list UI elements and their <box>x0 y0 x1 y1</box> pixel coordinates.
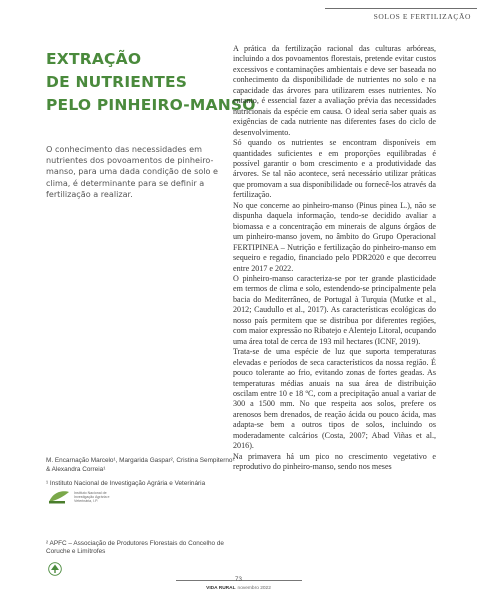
title-line-2: DE NUTRIENTES <box>46 73 188 91</box>
iniav-logo-text: Instituto Nacional de Investigação Agrária e Veterinária, I.P. <box>74 490 110 504</box>
magazine-name: VIDA RURAL <box>206 586 236 591</box>
body-paragraph-1: A prática da fertilização racional das culturas arbóreas, incluindo a dos povoamentos florestais, pretende evitar custos excessivos e contaminações ambientais e deve ser baseada no conhecimento da disponibilidade de nutrientes no solo e na capacidade das árvores para utilizarem esses nutrientes. No entanto, é essencial fazer a avaliação prévia das necessidades nutricionais da espécie em causa. O ideal seria saber quais as exigências de cada nutriente nas diferentes fases do ciclo de desenvolvimento. <box>233 44 436 137</box>
iniav-logo <box>48 490 118 504</box>
iniav-leaf-icon <box>48 490 70 504</box>
apfc-logo <box>48 562 62 576</box>
article-lead: O conhecimento das necessidades em nutrientes dos povoamentos de pinheiro-manso, para uma dada condição de solo e clima, é determinante para se definir a fertilização a realizar. <box>46 144 219 199</box>
body-paragraph-3: No que concerne ao pinheiro-manso (Pinus pinea L.), não se dispunha daquela informação, tendo-se decidido avaliar a biomassa e a concentração em minerais de alguns órgãos de um pinheiro-manso jovem, no âmbito do Grupo Operacional FERTIPINEA – Nutrição e fertilização do pinheiro-manso em sequeiro e regadio, financiado pelo PDR2020 e que decorreu entre 2017 e 2022. <box>233 200 436 273</box>
article-body <box>233 44 436 584</box>
title-line-1: EXTRAÇÃO <box>46 50 142 68</box>
title-line-3: PELO PINHEIRO-MANSO <box>46 96 256 114</box>
body-paragraph-6: Na primavera há um pico no crescimento vegetativo e reprodutivo do pinheiro-manso, sendo nos meses <box>233 451 436 472</box>
affiliation-1: ¹ Instituto Nacional de Investigação Agrária e Veterinária <box>46 480 206 487</box>
article-title <box>46 48 256 117</box>
affiliation-2: ² APFC – Associação de Produtores Florestais do Concelho de Coruche e Limítrofes <box>46 540 224 556</box>
article-authors: M. Encarnação Marcelo¹, Margarida Gaspar², Cristina Sempiterno¹ & Alexandra Correia¹ <box>46 457 235 473</box>
section-label: SOLOS E FERTILIZAÇÃO <box>325 8 477 26</box>
body-paragraph-2: Só quando os nutrientes se encontram disponíveis em quantidades suficientes e em proporções equilibradas é possível garantir o bom crescimento e a produtividade das árvores. Se tal não acontece, será necessário utilizar práticas que promovam a sua disponibilidade ou fornecê-los através da fertilização. <box>233 138 436 200</box>
footer-magazine <box>0 586 477 591</box>
body-paragraph-4: O pinheiro-manso caracteriza-se por ter grande plasticidade em termos de clima e solo, estendendo-se principalmente pela bacia do Mediterrâneo, de Portugal à Turquia (Mutke et al., 2012; Caudullo et al., 2017). As características ecológicas do nosso país permitem que se distribua por diferentes regiões, com maior expressão no Ribatejo e Alentejo Litoral, ocupando uma área total de cerca de 193 mil hectares (ICNF, 2019). <box>233 273 436 346</box>
magazine-issue: novembro 2022 <box>237 586 271 591</box>
page-number: 73 <box>235 576 242 583</box>
apfc-tree-icon <box>48 562 62 576</box>
body-paragraph-5: Trata-se de uma espécie de luz que suporta temperaturas elevadas e períodos de seca característicos da nossa região. É pouco tolerante ao frio, evitando zonas de fortes geadas. As temperaturas médias anuais na sua área de distribuição oscilam entre 10 e 18 ºC, com a precipitação anual a variar de 300 a 1500 mm. No que respeita aos solos, prefere os arenosos bem drenados, de reação ácida ou pouco ácida, mas adapta-se bem a outros tipos de solos, incluindo os moderadamente calcários (Costa, 2007; Abad Viñas et al., 2016). <box>233 347 436 451</box>
